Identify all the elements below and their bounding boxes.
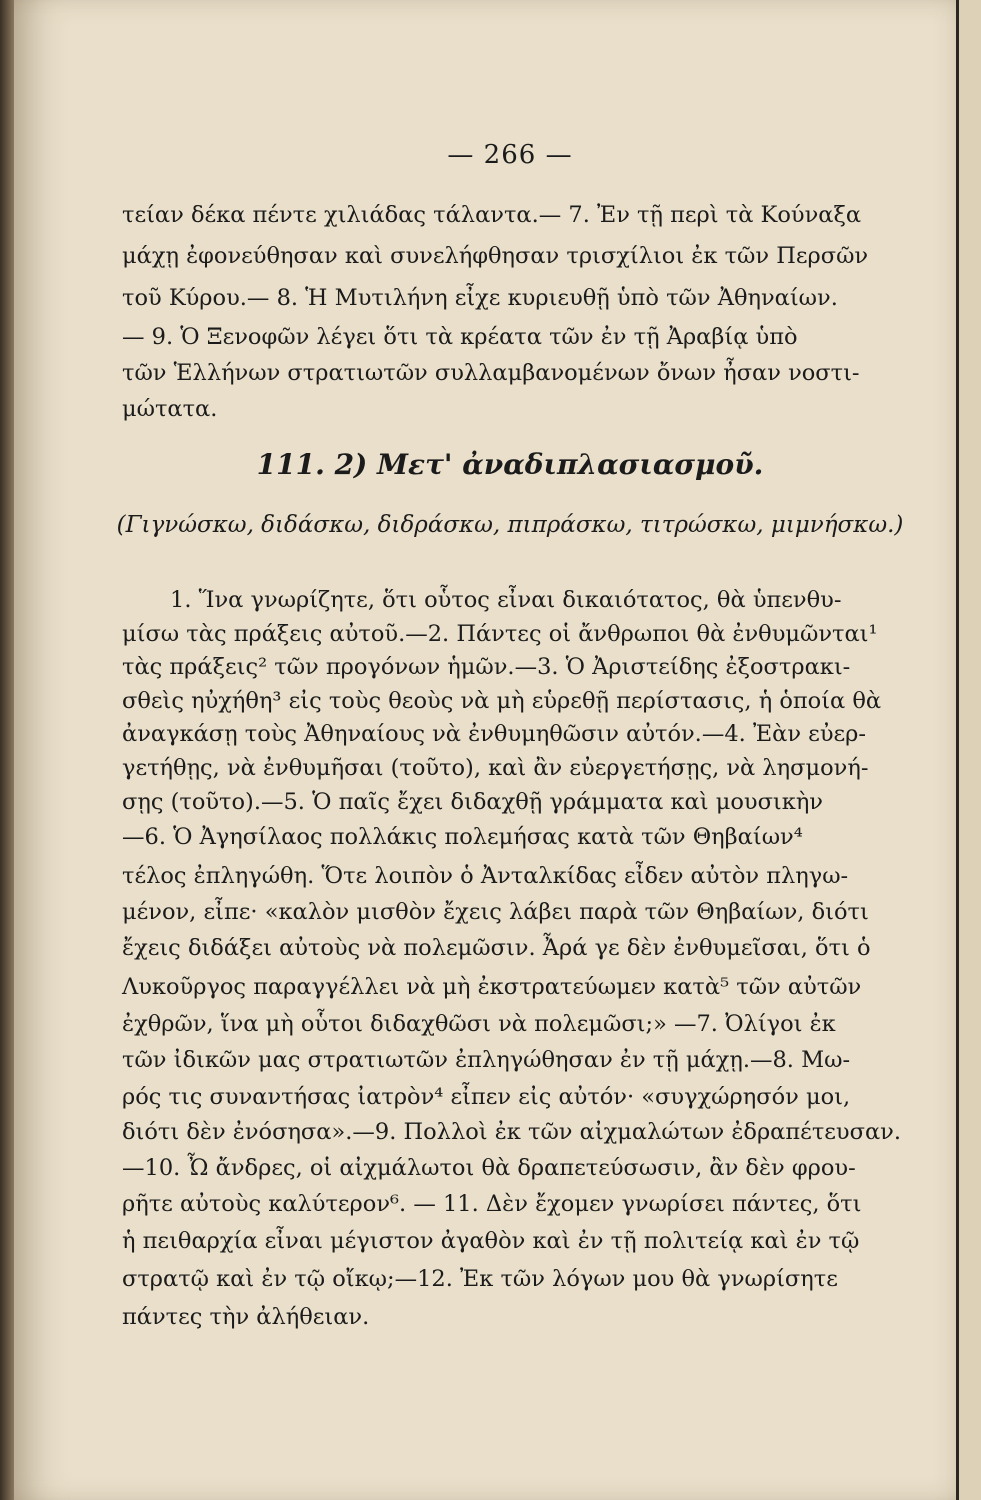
text-line: μώτατα.: [122, 396, 218, 422]
text-line: τείαν δέκα πέντε χιλιάδας τάλαντα.— 7. Ἐν τῇ περὶ τὰ Κούναξα: [122, 202, 862, 228]
exercise-line: Λυκοῦργος παραγγέλλει νὰ μὴ ἐκστρατεύωμεν κατὰ⁵ τῶν αὐτῶν: [122, 974, 862, 1000]
exercise-line: ρός τις συναντήσας ἰατρὸν⁴ εἶπεν εἰς αὐτόν· «συγχώρησόν μοι,: [122, 1084, 851, 1110]
exercise-line: μίσω τὰς πράξεις αὐτοῦ.—2. Πάντες οἱ ἄνθρωποι θὰ ἐνθυμῶνται¹: [122, 621, 878, 647]
section-heading: 111. 2) Μετ' ἀναδιπλασιασμοῦ.: [256, 448, 764, 481]
text-line: μάχῃ ἐφονεύθησαν καὶ συνελήφθησαν τρισχίλιοι ἐκ τῶν Περσῶν: [122, 243, 869, 269]
exercise-line: ρῆτε αὐτοὺς καλύτερον⁶. — 11. Δὲν ἔχομεν γνωρίσει πάντες, ὅτι: [122, 1191, 862, 1217]
exercise-line: —10. Ὦ ἄνδρες, οἱ αἰχμάλωτοι θὰ δραπετεύσωσιν, ἂν δὲν φρου-: [122, 1155, 856, 1181]
exercise-line: τῶν ἰδικῶν μας στρατιωτῶν ἐπληγώθησαν ἐν τῇ μάχῃ.—8. Μω-: [122, 1047, 851, 1073]
adjacent-page-edge: [956, 0, 981, 1500]
text-line: τῶν Ἑλλήνων στρατιωτῶν συλλαμβανομένων ὄνων ἦσαν νοστι-: [122, 360, 860, 386]
exercise-line: στρατῷ καὶ ἐν τῷ οἴκῳ;—12. Ἐκ τῶν λόγων μου θὰ γνωρίσητε: [122, 1266, 838, 1292]
text-line: — 9. Ὁ Ξενοφῶν λέγει ὅτι τὰ κρέατα τῶν ἐν τῇ Ἀραβίᾳ ὑπὸ: [122, 324, 798, 350]
exercise-line: ἡ πειθαρχία εἶναι μέγιστον ἀγαθὸν καὶ ἐν τῇ πολιτείᾳ καὶ ἐν τῷ: [122, 1228, 860, 1254]
exercise-line: τέλος ἐπληγώθη. Ὅτε λοιπὸν ὁ Ἀνταλκίδας εἶδεν αὐτὸν πληγω-: [122, 863, 849, 889]
exercise-line: διότι δὲν ἐνόσησα».—9. Πολλοὶ ἐκ τῶν αἰχμαλώτων ἐδραπέτευσαν.: [122, 1119, 901, 1145]
exercise-line: γετήθῃς, νὰ ἐνθυμῆσαι (τοῦτο), καὶ ἂν εὐεργετήσῃς, νὰ λησμονή-: [122, 755, 869, 781]
exercise-line: μένον, εἶπε· «καλὸν μισθὸν ἔχεις λάβει παρὰ τῶν Θηβαίων, διότι: [122, 899, 869, 925]
verbs-list: (Γιγνώσκω, διδάσκω, διδράσκω, πιπράσκω, τιτρώσκω, μιμνήσκω.): [116, 512, 904, 538]
exercise-line: τὰς πράξεις² τῶν προγόνων ἡμῶν.—3. Ὁ Ἀριστείδης ἐξοστρακι-: [122, 654, 851, 680]
exercise-line: ἔχεις διδάξει αὐτοὺς νὰ πολεμῶσιν. Ἆρά γε δὲν ἐνθυμεῖσαι, ὅτι ὁ: [122, 935, 871, 961]
page-number: — 266 —: [447, 140, 573, 170]
exercise-line: σῃς (τοῦτο).—5. Ὁ παῖς ἔχει διδαχθῇ γράμματα καὶ μουσικὴν: [122, 789, 823, 815]
book-page: [14, 0, 966, 1500]
exercise-line: ἀναγκάσῃ τοὺς Ἀθηναίους νὰ ἐνθυμηθῶσιν αὐτόν.—4. Ἐὰν εὐερ-: [122, 721, 866, 747]
exercise-line: ἐχθρῶν, ἵνα μὴ οὗτοι διδαχθῶσι νὰ πολεμῶσι;» —7. Ὀλίγοι ἐκ: [122, 1011, 836, 1037]
exercise-line: σθεὶς ηὐχήθη³ εἰς τοὺς θεοὺς νὰ μὴ εὑρεθῇ περίστασις, ἡ ὁποία θὰ: [122, 688, 882, 714]
text-line: τοῦ Κύρου.— 8. Ἡ Μυτιλήνη εἶχε κυριευθῇ ὑπὸ τῶν Ἀθηναίων.: [122, 285, 838, 311]
exercise-line: —6. Ὁ Ἀγησίλαος πολλάκις πολεμήσας κατὰ τῶν Θηβαίων⁴: [122, 824, 803, 850]
exercise-line: πάντες τὴν ἀλήθειαν.: [122, 1304, 370, 1330]
exercise-line: 1. Ἵνα γνωρίζητε, ὅτι οὗτος εἶναι δικαιότατος, θὰ ὑπενθυ-: [170, 587, 842, 613]
